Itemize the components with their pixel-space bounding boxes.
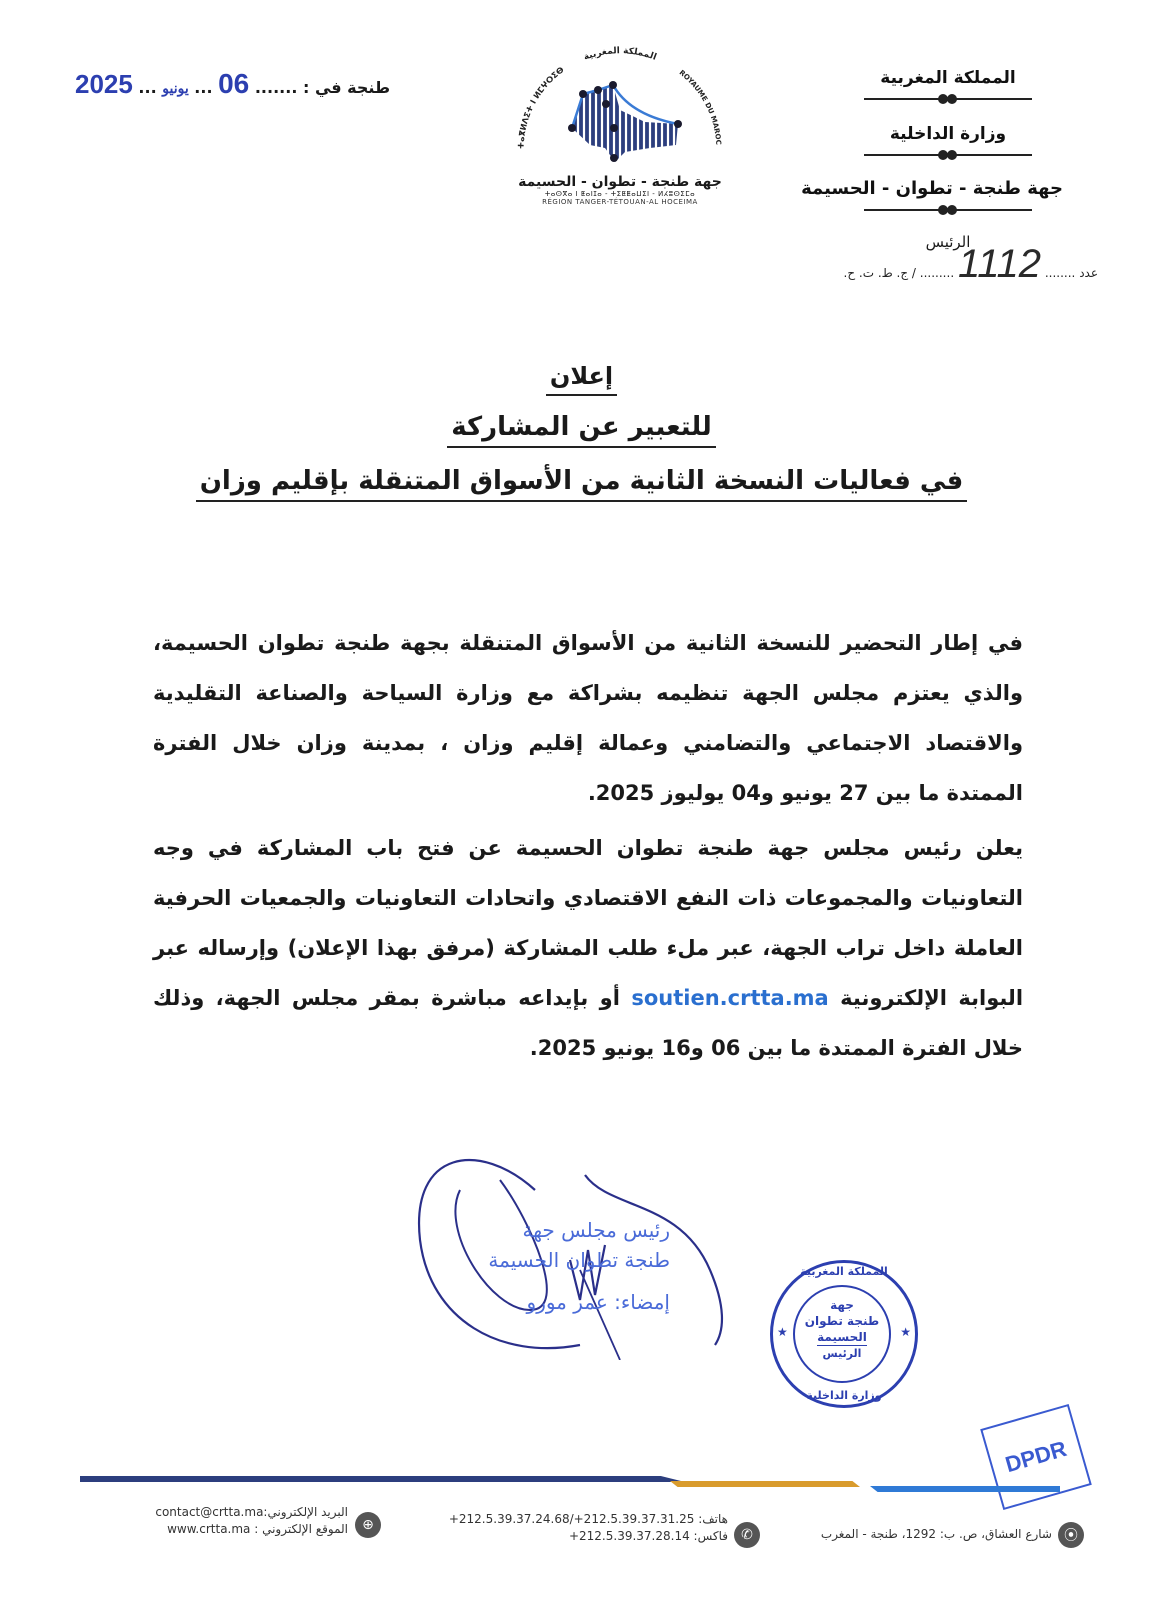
region-logo: [510, 40, 730, 220]
region-map-icon: [510, 40, 730, 170]
website-url[interactable]: www.crtta.ma: [167, 1522, 251, 1536]
logo-name-arabic: جهة طنجة - تطوان - الحسيمة: [518, 174, 722, 190]
reference-number: 1112: [957, 242, 1042, 286]
official-seal: [770, 1260, 918, 1408]
seal-line-cities: طنجة تطوان: [804, 1314, 880, 1328]
email-label: البريد الإلكتروني:: [263, 1505, 348, 1519]
reference-row: عدد ........ 1112 ......... / ج. ط. ت. ح.: [843, 242, 1098, 286]
seal-kingdom: المملكة المغربية: [800, 1265, 888, 1278]
footer-bar-navy: [80, 1476, 685, 1482]
signatory-title-2: طنجة تطوان الحسيمة: [488, 1248, 670, 1272]
portal-link[interactable]: soutien.crtta.ma: [631, 986, 829, 1010]
logo-arc-french: ROYAUME DU MAROC: [677, 68, 723, 146]
dpdr-stamp: DPDR: [980, 1404, 1092, 1510]
divider-ornament: [864, 150, 1032, 160]
body-paragraph-1: في إطار التحضير للنسخة الثانية من الأسواق المتنقلة بجهة طنجة تطوان الحسيمة، والذي يعتزم مجلس الجهة تنظيمه بشراكة مع وزارة السياحة والصناعة التقليدية والاقتصاد الاجتماعي والتضامني وعمالة إقليم وزان ، بمدينة وزان خلال الفترة الممتدة ما بين 27 يونيو و04 يوليوز 2025.: [153, 631, 1023, 805]
signatory-title-1: رئيس مجلس جهة: [522, 1218, 670, 1242]
fax-number: +212.5.39.37.28.14: [568, 1529, 690, 1543]
location-pin-icon: ⦿: [1058, 1522, 1084, 1548]
date-label: طنجة في :: [302, 78, 391, 97]
seal-center: [793, 1285, 891, 1383]
reference-label: عدد: [1079, 266, 1098, 280]
signature-block: [420, 1215, 670, 1317]
seal-ministry: وزارة الداخلية: [806, 1389, 882, 1402]
logo-arc-arabic: المملكة المغربية: [582, 46, 658, 63]
president-label: الرئيس: [925, 233, 971, 251]
logo-arc-tifinagh: ⵜⴰⴳⵍⴷⵉⵜ ⵏ ⵍⵎⵖⵔⵉⴱ: [516, 65, 566, 150]
footer-address: شارع العشاق، ص. ب: 1292، طنجة - المغرب: [820, 1527, 1052, 1541]
date-year: 2025: [75, 69, 133, 99]
footer-contact: [90, 1505, 348, 1536]
body-paragraph-2: [153, 823, 1023, 1073]
phone-numbers: +212.5.39.37.24.68/+212.5.39.37.31.25: [448, 1512, 695, 1526]
divider-ornament: [864, 205, 1032, 215]
phone-icon: ✆: [734, 1522, 760, 1548]
phone-label: هاتف:: [698, 1512, 728, 1526]
fax-label: فاكس:: [693, 1529, 728, 1543]
footer-bar-gold: [670, 1481, 860, 1487]
ministry-label: وزارة الداخلية: [889, 124, 1007, 144]
paragraph-2-intro: يعلن رئيس مجلس جهة طنجة تطوان الحسيمة عن فتح باب المشاركة في وجه التعاونيات والمجموعات ذات النفع الاقتصادي واتحادات التعاونيات والجمعيات الحرفية العاملة داخل تراب الجهة، عبر ملء طلب المشاركة (مرفق بهذا الإعلان) وإرساله عبر البوابة الإلكترونية: [153, 836, 1024, 1010]
seal-line-president: الرئيس: [822, 1347, 862, 1360]
date-day: 06: [218, 68, 250, 99]
logo-name-tifinagh: ⵜⴰⵙⴳⴰ ⵏ ⵟⴰⵏⵊⴰ - ⵜⵉⵟⵟⴰⵡⵉⵏ - ⵍⵃⵓⵙⵉⵎⴰ: [544, 190, 696, 198]
announcement-title: إعلان: [0, 362, 1163, 390]
reference-suffix: / ج. ط. ت. ح.: [843, 266, 916, 280]
footer-phone: [420, 1512, 728, 1543]
letterhead-authority: [801, 68, 1063, 251]
signatory-name: إمضاء: عمر مورو: [526, 1290, 670, 1314]
footer-bar-blue: [870, 1486, 1060, 1492]
region-shape: [568, 80, 682, 165]
star-icon: ★: [900, 1325, 911, 1339]
seal-line-city: الحسيمة: [817, 1330, 867, 1344]
divider-ornament: [864, 94, 1032, 104]
paragraph-2-outro: أو بإيداعه مباشرة بمقر مجلس الجهة، وذلك خلال الفترة الممتدة ما بين 06 و16 يونيو 2025.: [153, 986, 1023, 1060]
date-month: يونيو: [162, 80, 189, 96]
announcement-topic: في فعاليات النسخة الثانية من الأسواق المتنقلة بإقليم وزان: [0, 466, 1163, 496]
kingdom-label: المملكة المغربية: [880, 68, 1016, 88]
region-label: جهة طنجة - تطوان - الحسيمة: [801, 178, 1063, 199]
announcement-subtitle: للتعبير عن المشاركة: [0, 412, 1163, 442]
globe-icon: ⊕: [355, 1512, 381, 1538]
email-address[interactable]: contact@crtta.ma: [155, 1505, 264, 1519]
star-icon: ★: [777, 1325, 788, 1339]
seal-line-region: جهة: [830, 1298, 854, 1312]
logo-name-french: RÉGION TANGER-TÉTOUAN-AL HOCEIMA: [542, 198, 698, 206]
website-label: الموقع الإلكتروني :: [254, 1522, 348, 1536]
date-line: طنجة في : ....... 06 ... يونيو ... 2025: [75, 68, 391, 99]
